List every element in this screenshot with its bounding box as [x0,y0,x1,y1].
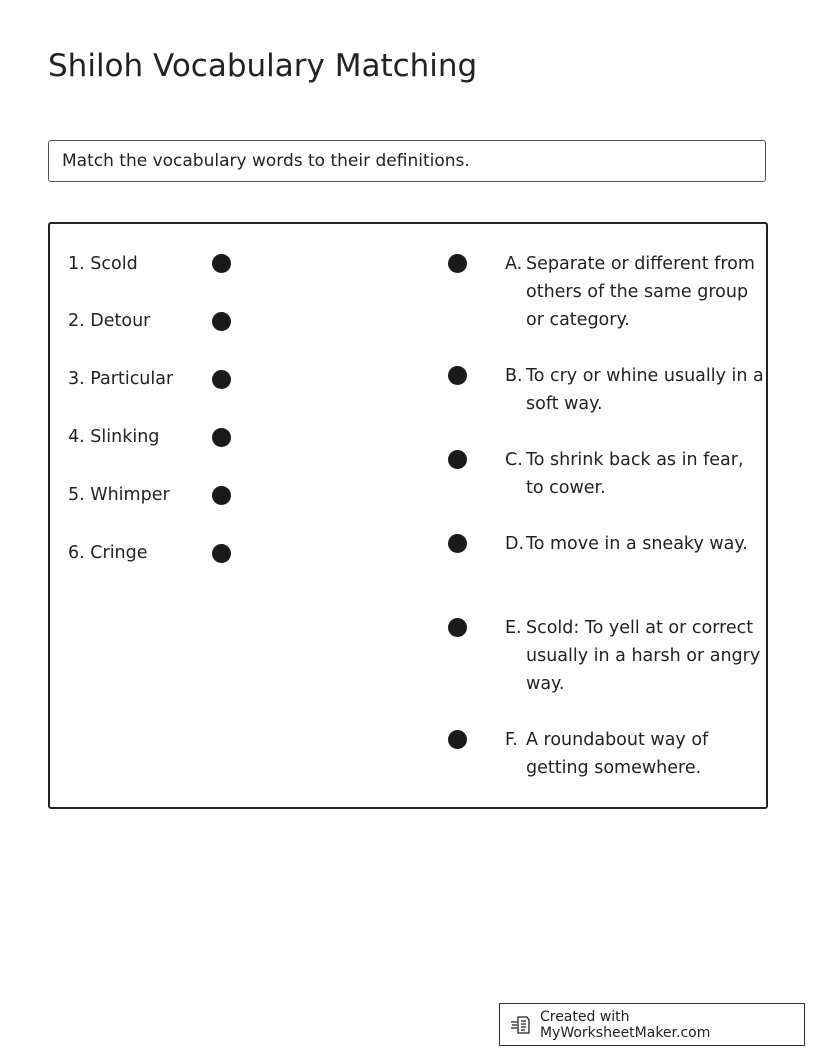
term-word: Detour [90,311,151,331]
term-4 [68,426,159,448]
term-word: Whimper [90,485,170,505]
definition-d-dot[interactable] [448,534,467,553]
definition-text: Separate or different from others of the same group or category. [526,254,755,330]
definition-letter: C. [505,450,523,470]
definition-e-dot[interactable] [448,618,467,637]
term-2-dot[interactable] [212,312,231,331]
definition-text: To cry or whine usually in a soft way. [526,366,764,414]
term-word: Scold [90,254,138,274]
term-6-dot[interactable] [212,544,231,563]
definition-letter: F. [505,730,518,750]
term-word: Cringe [90,543,148,563]
term-number: 6. [68,543,85,563]
definition-d [505,530,765,558]
definition-letter: B. [505,366,523,386]
definition-text: To move in a sneaky way. [526,534,748,554]
definition-e [505,614,765,698]
page-title: Shiloh Vocabulary Matching [48,48,478,84]
term-5-dot[interactable] [212,486,231,505]
definition-text: Scold: To yell at or correct usually in a harsh or angry way. [526,618,761,694]
definition-c-dot[interactable] [448,450,467,469]
instructions-text: Match the vocabulary words to their definitions. [62,151,470,171]
term-3-dot[interactable] [212,370,231,389]
term-3 [68,368,173,390]
term-number: 5. [68,485,85,505]
definition-c [505,446,765,502]
term-number: 2. [68,311,85,331]
worksheet-maker-logo-icon [510,1015,532,1035]
definition-f [505,726,765,782]
term-1-dot[interactable] [212,254,231,273]
definition-a [505,250,765,334]
term-number: 3. [68,369,85,389]
term-4-dot[interactable] [212,428,231,447]
definition-b-dot[interactable] [448,366,467,385]
term-2 [68,310,150,332]
instructions-box [48,140,766,182]
matching-box [48,222,768,809]
definition-text: To shrink back as in fear, to cower. [526,450,744,498]
term-number: 4. [68,427,85,447]
definition-f-dot[interactable] [448,730,467,749]
term-word: Particular [90,369,174,389]
definition-letter: A. [505,254,523,274]
term-1 [68,253,138,275]
term-word: Slinking [90,427,160,447]
definition-letter: E. [505,618,522,638]
term-number: 1. [68,254,85,274]
term-6 [68,542,148,564]
definition-a-dot[interactable] [448,254,467,273]
definition-text: A roundabout way of getting somewhere. [526,730,709,778]
footer-credit[interactable] [499,1003,805,1046]
definition-letter: D. [505,534,525,554]
term-5 [68,484,170,506]
credit-text: Created with MyWorksheetMaker.com [539,1008,711,1041]
definition-b [505,362,765,418]
